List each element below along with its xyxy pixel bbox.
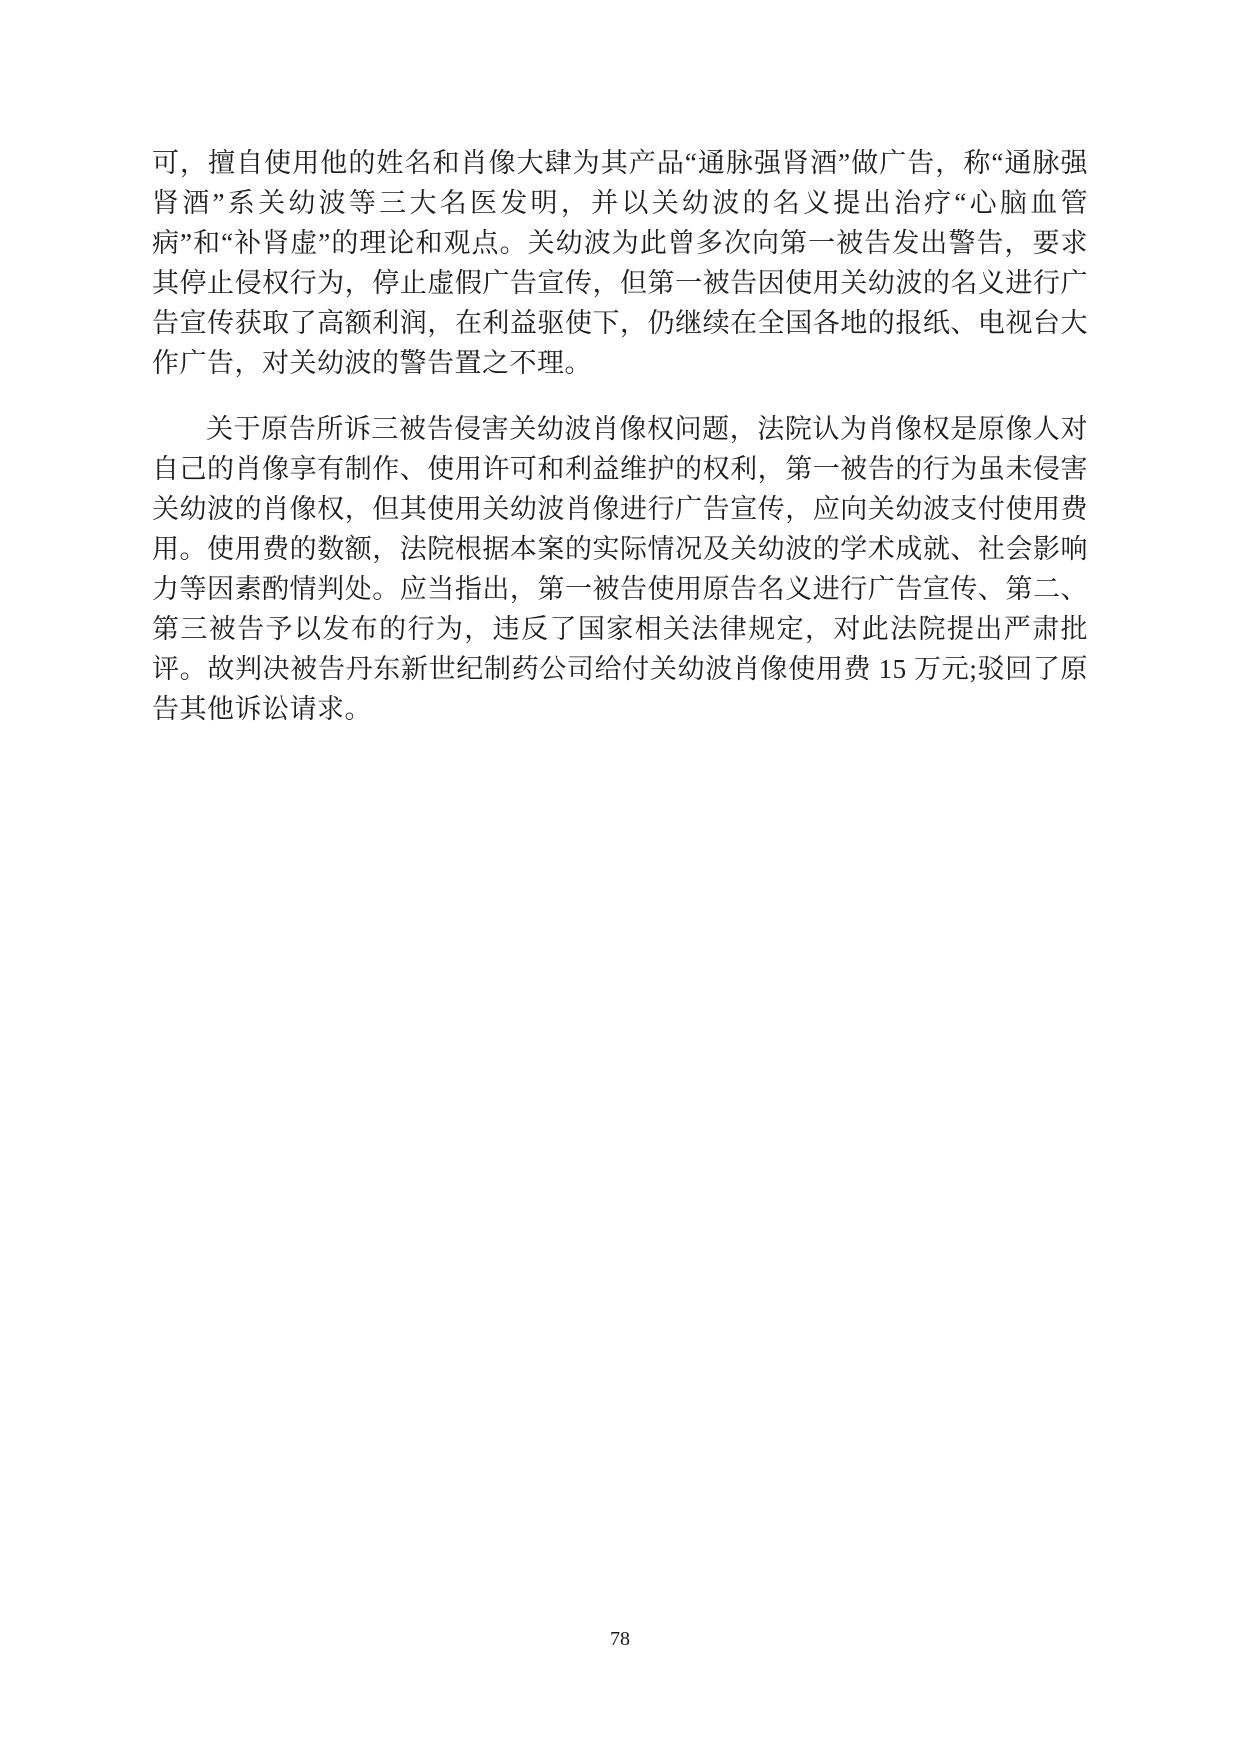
body-text xyxy=(152,143,1088,729)
paragraph-continuation: 可，擅自使用他的姓名和肖像大肆为其产品“通脉强肾酒”做广告，称“通脉强肾酒”系关幼波等三大名医发明，并以关幼波的名义提出治疗“心脑血管病”和“补肾虚”的理论和观点。关幼波为此曾多次向第一被告发出警告，要求其停止侵权行为，停止虚假广告宣传，但第一被告因使用关幼波的名义进行广告宣传获取了高额利润，在利益驱使下，仍继续在全国各地的报纸、电视台大作广告，对关幼波的警告置之不理。 xyxy=(152,148,1088,378)
paragraph-court-opinion: 关于原告所诉三被告侵害关幼波肖像权问题，法院认为肖像权是原像人对自己的肖像享有制作、使用许可和利益维护的权利，第一被告的行为虽未侵害关幼波的肖像权，但其使用关幼波肖像进行广告宣传，应向关幼波支付使用费用。使用费的数额，法院根据本案的实际情况及关幼波的学术成就、社会影响力等因素酌情判处。应当指出，第一被告使用原告名义进行广告宣传、第二、第三被告予以发布的行为，违反了国家相关法律规定，对此法院提出严肃批评。故判决被告丹东新世纪制药公司给付关幼波肖像使用费 15 万元;驳回了原告其他诉讼请求。 xyxy=(152,414,1088,724)
page-number: 78 xyxy=(610,1628,630,1650)
